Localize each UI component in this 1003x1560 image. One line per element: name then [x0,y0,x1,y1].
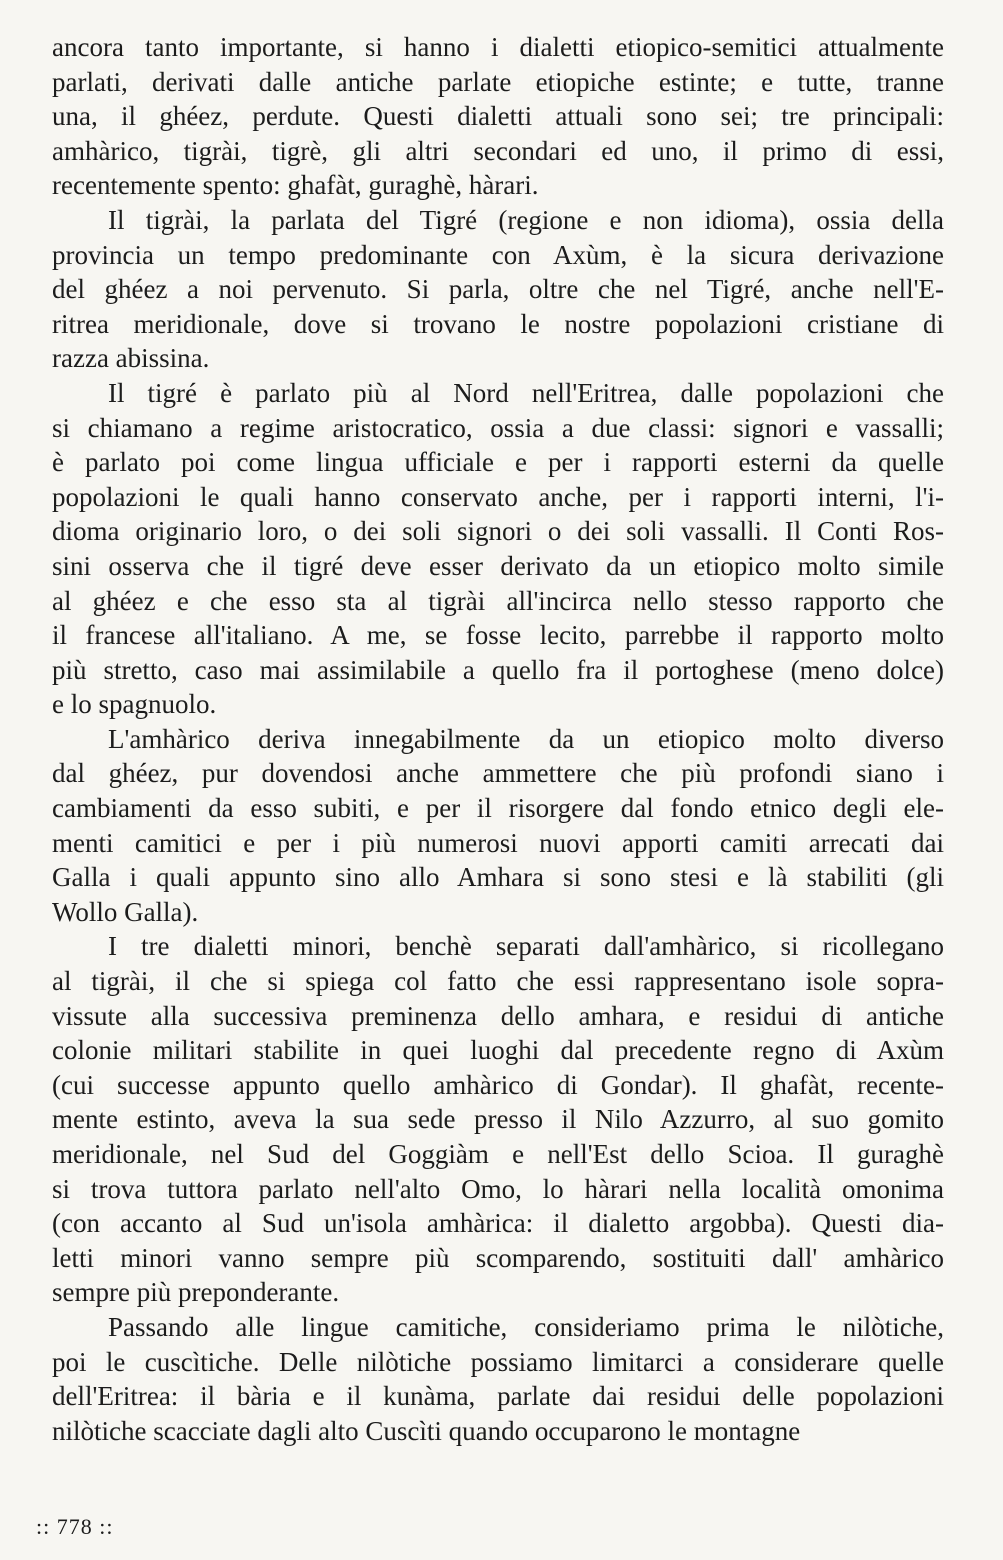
text-line: del ghéez a noi pervenuto. Si parla, oltre che nel Tigré, anche nell'E- [52,274,944,305]
text-line: L'amhàrico deriva innegabilmente da un etiopico molto diverso [108,723,944,754]
text-line: una, il ghéez, perdute. Questi dialetti attuali sono sei; tre principali: [52,101,944,132]
text-line: razza abissina. [52,343,210,374]
text-line: meridionale, nel Sud del Goggiàm e nell'Est dello Scioa. Il guraghè [52,1139,944,1169]
text-line: sini osserva che il tigré deve esser derivato da un etiopico molto simile [52,550,944,581]
text-line: si trova tuttora parlato nell'alto Omo, lo hàrari nella località omonima [52,1173,944,1204]
text-line: Il tigré è parlato più al Nord nell'Eritrea, dalle popolazioni che [108,377,944,408]
text-line: (cui successe appunto quello amhàrico di Gondar). Il ghafàt, recente- [52,1069,944,1100]
text-line: più stretto, caso mai assimilabile a quello fra il portoghese (meno dolce) [52,654,944,685]
text-line: dioma originario loro, o dei soli signori o dei soli vassalli. Il Conti Ros- [52,516,944,547]
text-line: menti camitici e per i più numerosi nuovi apporti camiti arrecati dai [52,827,944,858]
text-line: colonie militari stabilite in quei luoghi dal precedente regno di Axùm [52,1035,944,1066]
text-line: si chiamano a regime aristocratico, ossia a due classi: signori e vassalli; [52,412,944,443]
text-line: vissute alla successiva preminenza dello amhara, e residui di antiche [52,1000,944,1031]
text-line: dell'Eritrea: il bària e il kunàma, parlate dai residui delle popolazioni [52,1381,944,1412]
paragraph [52,376,944,722]
text-line: Wollo Galla). [52,896,199,927]
text-line: I tre dialetti minori, benchè separati dall'amhàrico, si ricollegano [108,931,944,962]
paragraph [52,1310,944,1448]
paragraph [52,203,944,376]
text-line: recentemente spento: ghafàt, guraghè, hàrari. [52,170,539,201]
text-line: Il tigrài, la parlata del Tigré (regione e non idioma), ossia della [108,204,944,235]
text-line: poi le cuscìtiche. Delle nilòtiche possiamo limitarci a considerare quelle [52,1346,944,1377]
body-text [52,30,944,1448]
text-line: popolazioni le quali hanno conservato anche, per i rapporti interni, l'i- [52,481,944,512]
paragraph [52,929,944,1310]
text-line: il francese all'italiano. A me, se fosse lecito, parrebbe il rapporto molto [52,620,944,651]
text-line: ritrea meridionale, dove si trovano le nostre popolazioni cristiane di [52,308,944,339]
text-line: parlati, derivati dalle antiche parlate etiopiche estinte; e tutte, tranne [52,66,944,97]
text-line: mente estinto, aveva la sua sede presso il Nilo Azzurro, al suo gomito [52,1104,944,1135]
text-line: Galla i quali appunto sino allo Amhara si sono stesi e là stabiliti (gli [52,862,944,893]
text-line: è parlato poi come lingua ufficiale e per i rapporti esterni da quelle [52,447,944,478]
page-number: :: 778 :: [36,1514,114,1539]
paragraph [52,30,944,203]
text-line: dal ghéez, pur dovendosi anche ammettere che più profondi siano i [52,758,944,789]
text-line: e lo spagnuolo. [52,689,217,720]
text-line: ancora tanto importante, si hanno i dialetti etiopico-semitici attualmente [52,32,944,62]
text-line: sempre più preponderante. [52,1277,340,1308]
text-line: al ghéez e che esso sta al tigrài all'incirca nello stesso rapporto che [52,585,944,616]
paragraph [52,722,944,930]
text-line: amhàrico, tigrài, tigrè, gli altri secondari ed uno, il primo di essi, [52,135,944,166]
text-line: (con accanto al Sud un'isola amhàrica: il dialetto argobba). Questi dia- [52,1208,944,1239]
text-line: al tigrài, il che si spiega col fatto che essi rappresentano isole sopra- [52,966,944,997]
text-line: cambiamenti da esso subiti, e per il risorgere dal fondo etnico degli ele- [52,793,944,824]
text-line: provincia un tempo predominante con Axùm, è la sicura derivazione [52,239,944,270]
text-line: letti minori vanno sempre più scomparendo, sostituiti dall' amhàrico [52,1242,944,1273]
text-line: nilòtiche scacciate dagli alto Cuscìti quando occuparono le montagne [52,1415,801,1446]
text-line: Passando alle lingue camitiche, consideriamo prima le nilòtiche, [108,1311,944,1342]
